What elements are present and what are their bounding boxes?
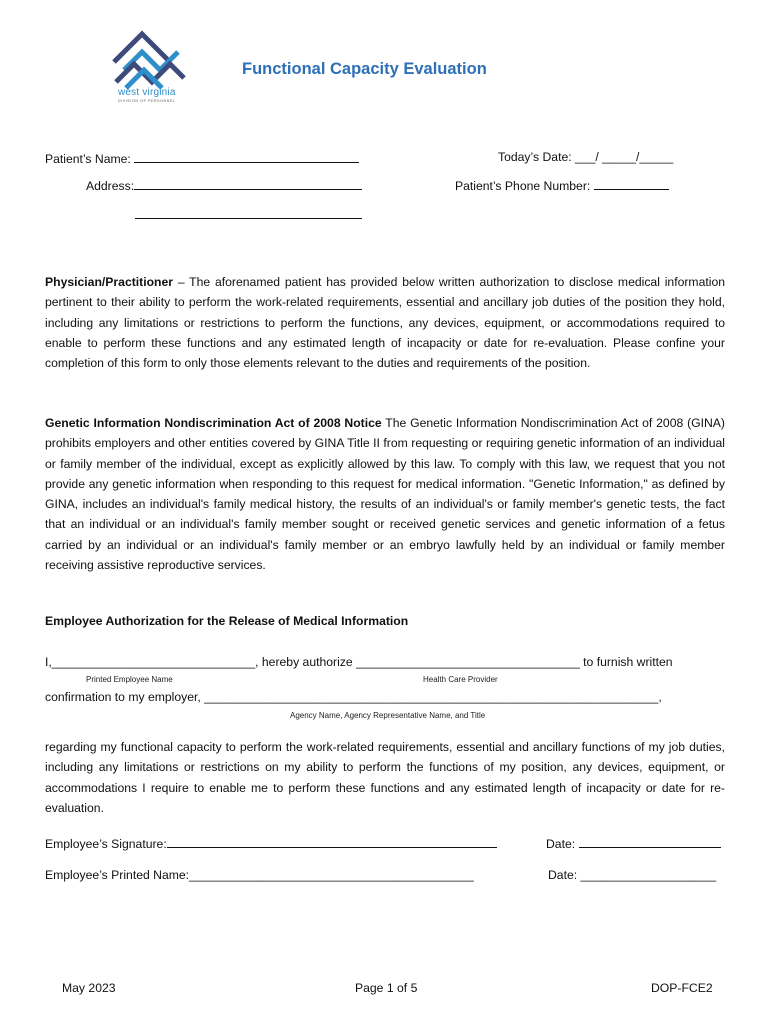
signature-date-label: Date: — [546, 837, 576, 851]
footer-form-code: DOP-FCE2 — [651, 981, 713, 995]
printed-date-label: Date: — [548, 868, 578, 882]
today-date-field[interactable]: ___/ _____/_____ — [575, 150, 674, 164]
printed-date-row — [548, 868, 716, 882]
address-row-2 — [135, 206, 362, 222]
employee-name-field[interactable]: ______________________________ — [51, 655, 256, 669]
signature-date-row — [546, 835, 721, 851]
physician-paragraph — [45, 272, 725, 373]
printed-name-field[interactable]: __________________________________________ — [189, 868, 474, 882]
auth-i-label: I, — [45, 655, 52, 669]
physician-text: – The aforenamed patient has provided below written authorization to disclose medical information pertinent to their ability to perform the work-related requirements, essential and ancillary job duties of the position they hold, including any limitations or restrictions to perform the functions, any devices, equipment, or accommodations required to enable to perform these functions and any estimated length of incapacity or date for re-evaluation. Please confine your completion of this form to only those elements relevant to the duties and requirements of the position. — [45, 275, 725, 371]
authorization-heading: Employee Authorization for the Release of Medical Information — [45, 614, 409, 628]
authorization-line-1 — [45, 655, 673, 669]
employee-name-caption: Printed Employee Name — [86, 675, 173, 684]
patient-name-field[interactable] — [134, 150, 359, 163]
hereby-authorize-text: , hereby authorize — [255, 655, 353, 669]
signature-row — [45, 835, 497, 851]
today-date-label: Today’s Date: — [498, 150, 572, 164]
signature-field[interactable] — [167, 835, 497, 848]
phone-field[interactable] — [594, 177, 669, 190]
authorization-paragraph: regarding my functional capacity to perform the work-related requirements, essential and ancillary functions of my job duties, including any limitations or restrictions on my ability to perform the functions of my position, any devices, equipment, or accommodations I require to enable me to perform these functions and any estimated length of incapacity or date for re-evaluation. — [45, 740, 725, 815]
printed-date-field[interactable]: ____________________ — [577, 868, 717, 882]
footer-date: May 2023 — [62, 981, 116, 995]
agency-field[interactable]: ___________________________________________________________________, — [200, 690, 662, 704]
printed-name-row — [45, 868, 474, 882]
agency-caption: Agency Name, Agency Representative Name, and Title — [290, 711, 486, 720]
page-title: Functional Capacity Evaluation — [242, 60, 487, 78]
patient-name-row — [45, 150, 359, 166]
printed-name-label: Employee’s Printed Name: — [45, 868, 190, 882]
gina-text: The Genetic Information Nondiscrimination Act of 2008 (GINA) prohibits employers and other entities covered by GINA Title II from requesting or requiring genetic information of an individual or family member of the individual, except as explicitly allowed by this law. To comply with this law, we request that you not provide any genetic information when responding to this request for medical information. "Genetic Information," as defined by GINA, includes an individual's family medical history, the results of an individual's or family member's genetic tests, the fact that an individual or an individual's family member sought or received genetic services and genetic information of a fetus carried by an individual or an individual's family member or an embryo lawfully held by an individual or family member receiving assistive reproductive services. — [45, 416, 725, 573]
patient-name-label: Patient’s Name: — [45, 152, 131, 166]
address-field-1[interactable] — [134, 177, 362, 190]
address-label: Address: — [86, 179, 135, 193]
gina-heading: Genetic Information Nondiscrimination Act of 2008 Notice — [45, 416, 382, 430]
footer-page-number: Page 1 of 5 — [355, 981, 418, 995]
physician-heading: Physician/Practitioner — [45, 275, 174, 289]
furnish-text: to furnish written — [579, 655, 673, 669]
authorization-line-2 — [45, 690, 662, 704]
logo-tagline: DIVISION OF PERSONNEL — [118, 99, 176, 103]
gina-paragraph — [45, 413, 725, 575]
confirmation-text: confirmation to my employer, — [45, 690, 201, 704]
address-row — [86, 177, 362, 193]
phone-label: Patient’s Phone Number: — [455, 179, 591, 193]
provider-field[interactable]: _________________________________ — [352, 655, 580, 669]
provider-caption: Health Care Provider — [423, 675, 498, 684]
logo-wordmark: west virginia — [118, 87, 176, 98]
today-date-row — [498, 150, 673, 164]
phone-row — [455, 177, 669, 193]
address-field-2[interactable] — [135, 206, 362, 219]
signature-date-field[interactable] — [579, 835, 721, 848]
signature-label: Employee’s Signature: — [45, 837, 167, 851]
